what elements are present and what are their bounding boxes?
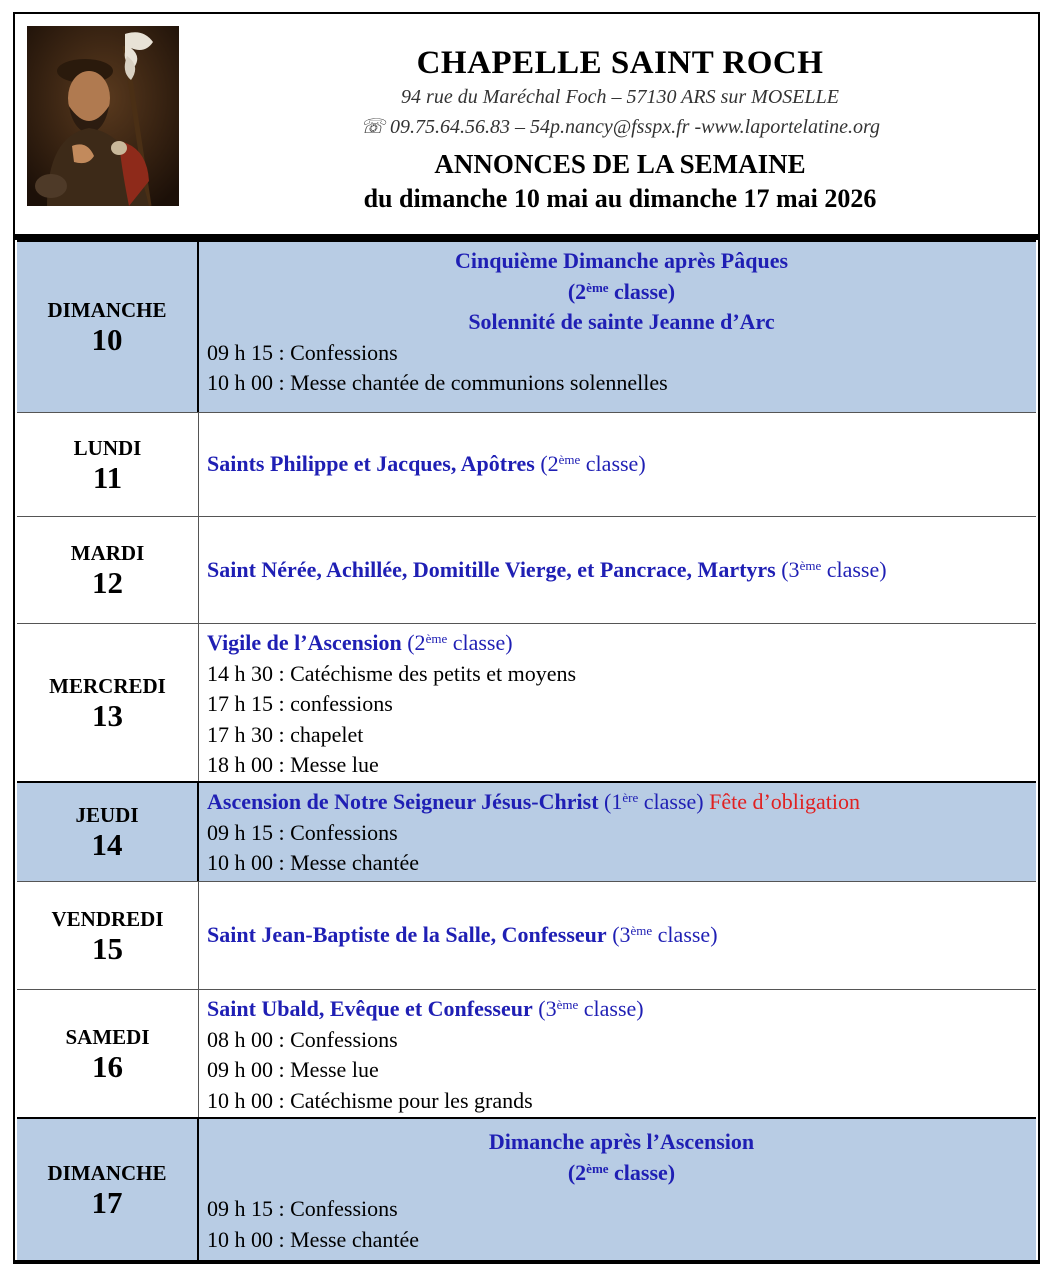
feast-line <box>207 994 1036 1025</box>
chapel-contact <box>215 112 1025 142</box>
day-row-thursday-14 <box>17 781 1036 881</box>
feast-rank <box>402 630 513 655</box>
day-name: DIMANCHE <box>47 1160 167 1185</box>
day-number: 10 <box>91 322 123 357</box>
rank-sup: ème <box>799 557 822 573</box>
feast-title: Dimanche après l’Ascension <box>488 1129 755 1154</box>
day-cell <box>17 624 199 781</box>
schedule-item: 09 h 00 : Messe lue <box>207 1057 379 1082</box>
schedule-item: 09 h 15 : Confessions <box>207 1196 398 1221</box>
schedule-item: 18 h 00 : Messe lue <box>207 752 379 777</box>
day-content <box>199 1119 1036 1260</box>
phone-icon: ☏ <box>359 116 385 138</box>
rank-suffix: classe) <box>578 996 644 1021</box>
obligation-note: Fête d’obligation <box>703 789 861 814</box>
day-name: MERCREDI <box>49 673 166 698</box>
day-name: JEUDI <box>75 803 139 827</box>
rank-sup: ère <box>622 790 639 805</box>
schedule-item: 10 h 00 : Messe chantée de communions solennelles <box>207 370 668 395</box>
day-content <box>199 990 1036 1117</box>
saint-roch-painting <box>27 26 179 206</box>
day-content <box>199 624 1036 781</box>
day-content <box>199 242 1036 412</box>
feast-rank <box>207 277 1036 308</box>
schedule-item: 10 h 00 : Messe chantée <box>207 1226 419 1252</box>
day-number: 17 <box>91 1184 123 1220</box>
day-row-monday-11 <box>17 412 1036 516</box>
day-row-saturday-16 <box>17 989 1036 1117</box>
chapel-address: 94 rue du Maréchal Foch – 57130 ARS sur MOSELLE <box>401 86 839 108</box>
day-cell <box>17 990 199 1117</box>
feast-line <box>207 787 1036 818</box>
feast-title: Vigile de l’Ascension <box>207 630 402 655</box>
day-row-tuesday-12 <box>17 516 1036 623</box>
schedule-item: 09 h 15 : Confessions <box>207 819 398 845</box>
feast-title: Saint Jean-Baptiste de la Salle, Confesseur <box>207 922 607 948</box>
rank-sup: ème <box>630 923 653 939</box>
feast-line <box>207 449 1036 480</box>
feast-rank <box>535 451 646 476</box>
day-cell <box>17 242 199 412</box>
day-name: VENDREDI <box>51 906 164 931</box>
rank-suffix: classe) <box>652 922 718 948</box>
rank-sup: ème <box>558 452 581 468</box>
schedule-item: 09 h 15 : Confessions <box>207 339 398 365</box>
day-row-wednesday-13 <box>17 623 1036 781</box>
feast-title: Saints Philippe et Jacques, Apôtres <box>207 451 535 477</box>
day-cell <box>17 1119 199 1260</box>
day-number: 12 <box>92 565 123 600</box>
contact-details: 09.75.64.56.83 – 54p.nancy@fsspx.fr -www.laportelatine.org <box>389 116 881 138</box>
day-number: 16 <box>92 1048 123 1084</box>
schedule-item: 10 h 00 : Messe chantée <box>207 850 419 875</box>
day-cell <box>17 517 199 623</box>
day-name: DIMANCHE <box>47 298 167 322</box>
day-content <box>199 413 1036 516</box>
rank-prefix: (2 <box>567 278 587 304</box>
rank-prefix: (3 <box>532 996 557 1021</box>
day-row-friday-15 <box>17 881 1036 989</box>
schedule-item: 08 h 00 : Confessions <box>207 1026 398 1052</box>
day-number: 14 <box>91 827 123 862</box>
feast-line <box>207 555 1036 586</box>
announcement-sheet <box>13 12 1040 1264</box>
day-content <box>199 882 1036 989</box>
day-number: 11 <box>92 459 123 495</box>
rank-suffix: classe) <box>608 278 676 304</box>
feast-rank <box>533 996 644 1021</box>
day-name: SAMEDI <box>65 1024 150 1049</box>
feast-line <box>207 628 1036 659</box>
day-row-sunday-17 <box>17 1117 1036 1260</box>
week-date-range: du dimanche 10 mai au dimanche 17 mai 2026 <box>363 184 877 213</box>
feast-title: Saint Nérée, Achillée, Domitille Vierge, et Pancrace, Martyrs <box>207 556 776 582</box>
rank-prefix: (2 <box>567 1159 587 1185</box>
day-name: MARDI <box>70 541 145 565</box>
chapel-title: CHAPELLE SAINT ROCH <box>416 45 824 81</box>
rank-suffix: classe) <box>821 556 887 582</box>
day-content <box>199 783 1036 881</box>
rank-suffix: classe) <box>638 789 704 814</box>
day-cell <box>17 882 199 989</box>
feast-solemnity: Solennité de sainte Jeanne d’Arc <box>468 309 775 334</box>
feast-rank <box>607 922 718 947</box>
day-cell <box>17 783 199 881</box>
feast-line <box>207 920 1036 951</box>
rank-prefix: (2 <box>401 630 426 655</box>
day-content <box>199 517 1036 623</box>
rank-suffix: classe) <box>608 1159 676 1185</box>
header-text <box>215 44 1025 216</box>
day-number: 13 <box>92 697 123 733</box>
rank-suffix: classe) <box>580 451 646 477</box>
day-number: 15 <box>92 930 123 966</box>
rank-prefix: (1 <box>598 789 623 814</box>
day-row-sunday-10 <box>17 240 1036 412</box>
announcements-heading: ANNONCES DE LA SEMAINE <box>434 149 806 179</box>
header <box>15 14 1038 236</box>
rank-suffix: classe) <box>447 630 513 655</box>
rank-prefix: (3 <box>775 556 800 582</box>
day-name: LUNDI <box>73 435 142 460</box>
bottom-divider <box>15 1260 1038 1264</box>
schedule-item: 14 h 30 : Catéchisme des petits et moyens <box>207 660 577 686</box>
rank-sup: ème <box>556 997 579 1012</box>
rank-sup: ème <box>586 279 609 295</box>
schedule-item: 17 h 30 : chapelet <box>207 721 364 747</box>
feast-title: Ascension de Notre Seigneur Jésus-Christ <box>207 789 599 814</box>
day-cell <box>17 413 199 516</box>
feast-title: Cinquième Dimanche après Pâques <box>454 248 789 273</box>
rank-prefix: (2 <box>534 451 559 477</box>
saint-roch-portrait <box>27 26 179 206</box>
rank-sup: ème <box>425 631 448 646</box>
feast-title: Saint Ubald, Evêque et Confesseur <box>207 996 533 1021</box>
feast-rank <box>776 557 887 582</box>
rank-sup: ème <box>586 1160 609 1176</box>
schedule-item: 17 h 15 : confessions <box>207 691 393 716</box>
feast-rank <box>599 789 704 814</box>
rank-prefix: (3 <box>606 922 631 948</box>
schedule-item: 10 h 00 : Catéchisme pour les grands <box>207 1087 533 1113</box>
feast-rank <box>207 1158 1036 1189</box>
